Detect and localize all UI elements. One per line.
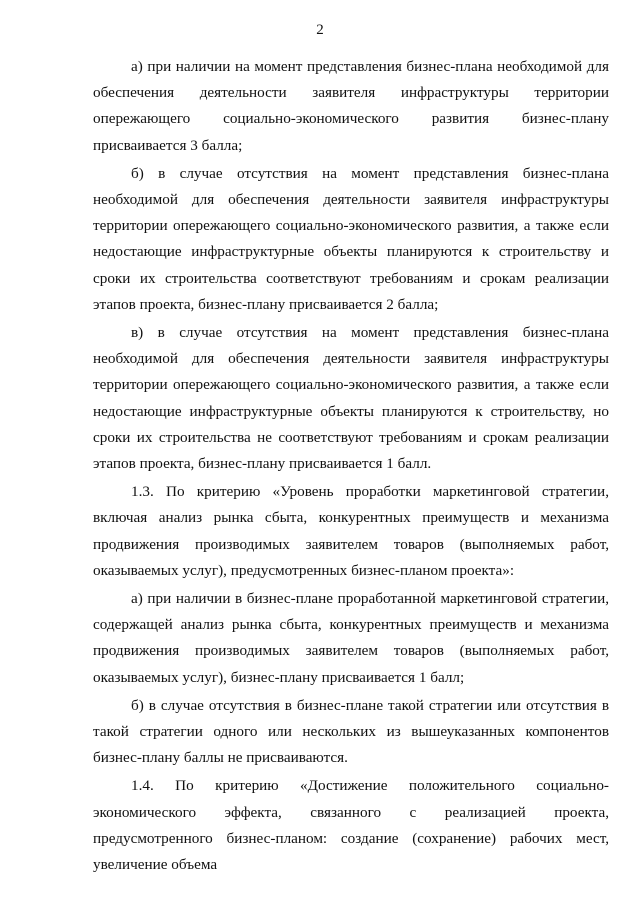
paragraph-criterion-1-4: 1.4. По критерию «Достижение положительного социально-экономического эффекта, связанного с реализацией проекта, предусмотренного бизнес-планом: создание (сохранение) рабочих мест, увеличение объема — [93, 777, 609, 874]
paragraph-1-3-a: а) при наличии в бизнес-плане проработанной маркетинговой стратегии, содержащей анализ рынка сбыта, конкурентных преимуществ и механизма продвижения производимых заявителем товаров (выполняемых работ, оказываемых услуг), бизнес-плану присваивается 1 балл; — [93, 590, 609, 686]
paragraph-b-2-points: б) в случае отсутствия на момент представления бизнес-плана необходимой для обеспечения деятельности заявителя инфраструктуры территории опережающего социально-экономического развития, а также если недостающие инфраструктурные объекты планируются к строительству и сроки их строительства соответствуют требованиям и срокам реализации этапов проекта, бизнес-плану присваивается 2 балла; — [93, 164, 609, 313]
paragraph-1-3-b: б) в случае отсутствия в бизнес-плане такой стратегии или отсутствия в такой стратегии одного или нескольких из вышеуказанных компонентов бизнес-плану баллы не присваиваются. — [93, 696, 609, 767]
paragraph-v-1-point: в) в случае отсутствия на момент представления бизнес-плана необходимой для обеспечения деятельности заявителя инфраструктуры территории опережающего социально-экономического развития, а также если недостающие инфраструктурные объекты планируются к строительству, но сроки их строительства не соответствуют требованиям и срокам реализации этапов проекта, бизнес-плану присваивается 1 балл. — [93, 324, 609, 473]
document-body — [93, 54, 609, 878]
paragraph-a-3-points: а) при наличии на момент представления бизнес-плана необходимой для обеспечения деятельности заявителя инфраструктуры территории опережающего социально-экономического развития бизнес-плану присваивается 3 балла; — [93, 58, 609, 154]
paragraph-criterion-1-3: 1.3. По критерию «Уровень проработки маркетинговой стратегии, включая анализ рынка сбыта, конкурентных преимуществ и механизма продвижения производимых заявителем товаров (выполняемых работ, оказываемых услуг), предусмотренных бизнес-планом проекта»: — [93, 483, 609, 579]
page-number: 2 — [316, 22, 324, 38]
